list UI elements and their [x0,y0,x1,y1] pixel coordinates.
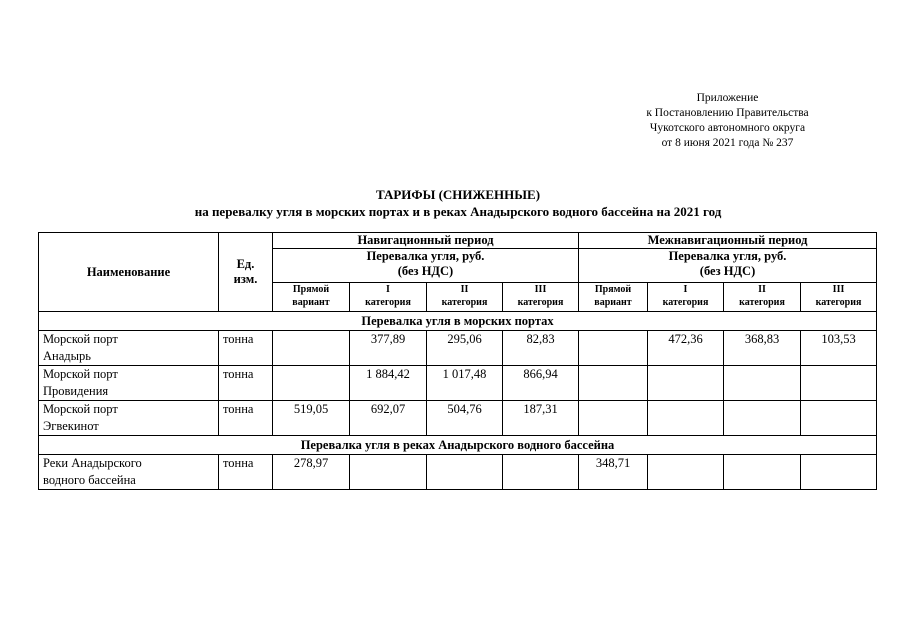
header-internav-col [579,283,648,312]
value-cell: 187,31 [503,401,579,436]
header-internav-sub-line2: (без НДС) [699,264,756,278]
row-name [39,455,219,490]
title-line-1: ТАРИФЫ (СНИЖЕННЫЕ) [375,187,541,202]
appendix-line: Приложение [696,92,759,104]
row-name [39,366,219,401]
header-col-l2: категория [441,297,488,308]
row-name-line1: Реки Анадырского [43,456,142,470]
value-cell [648,401,724,436]
header-col-l2: категория [739,297,785,308]
header-col-l2: категория [815,297,862,308]
value-cell [801,455,877,490]
header-col-l1: III [832,284,845,295]
row-unit: тонна [219,401,273,436]
value-cell [503,455,579,490]
value-cell [579,366,648,401]
value-cell: 295,06 [427,331,503,366]
header-col-l1: Прямой [594,284,632,295]
header-col-l2: категория [662,297,709,308]
title-line-2: на перевалку угля в морских портах и в реках Анадырского водного бассейна на 2021 год [194,204,722,219]
value-cell: 1 884,42 [350,366,427,401]
value-cell [648,366,724,401]
value-cell: 103,53 [801,331,877,366]
header-internav-sub-line1: Перевалка угля, руб. [668,249,787,263]
header-col-l1: I [386,284,390,295]
header-col-l1: I [683,284,688,295]
value-cell: 377,89 [350,331,427,366]
header-unit-line2: изм. [233,272,258,286]
appendix-line: от 8 июня 2021 года № 237 [661,137,794,149]
tariff-table [38,232,877,490]
value-cell: 472,36 [648,331,724,366]
header-col-l1: II [460,284,469,295]
value-cell: 866,94 [503,366,579,401]
header-nav-sub-line2: (без НДС) [397,264,454,278]
row-name-line1: Морской порт [43,332,118,346]
appendix-line: Чукотского автономного округа [649,122,806,134]
value-cell [648,455,724,490]
table-row [39,331,877,366]
row-name-line2: Анадырь [43,349,91,363]
value-cell: 368,83 [724,331,801,366]
appendix-block [600,91,855,151]
section-sea-ports: Перевалка угля в морских портах [39,312,877,331]
row-unit: тонна [219,331,273,366]
header-nav-period: Навигационный период [273,233,579,249]
header-col-l2: категория [517,297,564,308]
document-title [40,186,876,220]
value-cell [273,331,350,366]
header-col-l1: Прямой [292,284,330,295]
header-nav-col [350,283,427,312]
header-internav-sub [579,249,877,283]
value-cell: 1 017,48 [427,366,503,401]
row-name-line2: Провидения [43,384,109,398]
value-cell [724,455,801,490]
header-col-l1: III [534,284,547,295]
value-cell [273,366,350,401]
appendix-line: к Постановлению Правительства [646,107,809,119]
value-cell: 504,76 [427,401,503,436]
row-name-line1: Морской порт [43,402,118,416]
value-cell [801,366,877,401]
row-name-line1: Морской порт [43,367,118,381]
table-row [39,455,877,490]
row-name [39,331,219,366]
header-col-l2: вариант [594,297,632,308]
value-cell: 519,05 [273,401,350,436]
value-cell [724,401,801,436]
header-col-l1: II [758,284,766,295]
row-unit: тонна [219,366,273,401]
header-name: Наименование [39,233,219,312]
header-nav-sub-line1: Перевалка угля, руб. [366,249,485,263]
value-cell [801,401,877,436]
value-cell: 348,71 [579,455,648,490]
value-cell [427,455,503,490]
value-cell [350,455,427,490]
row-name [39,401,219,436]
value-cell: 692,07 [350,401,427,436]
header-internav-col [648,283,724,312]
row-name-line2: водного бассейна [43,473,136,487]
row-unit: тонна [219,455,273,490]
header-nav-col [503,283,579,312]
header-nav-sub [273,249,579,283]
table-row [39,401,877,436]
header-nav-col [273,283,350,312]
value-cell [579,331,648,366]
table-row [39,366,877,401]
row-name-line2: Эгвекинот [43,419,99,433]
header-unit [219,233,273,312]
value-cell: 278,97 [273,455,350,490]
header-internav-col [724,283,801,312]
section-rivers: Перевалка угля в реках Анадырского водного бассейна [39,436,877,455]
value-cell [724,366,801,401]
header-col-l2: категория [365,297,411,308]
header-internav-col [801,283,877,312]
value-cell: 82,83 [503,331,579,366]
header-nav-col [427,283,503,312]
header-internav-period: Межнавигационный период [579,233,877,249]
value-cell [579,401,648,436]
header-unit-line1: Ед. [236,257,255,271]
header-col-l2: вариант [292,297,330,308]
